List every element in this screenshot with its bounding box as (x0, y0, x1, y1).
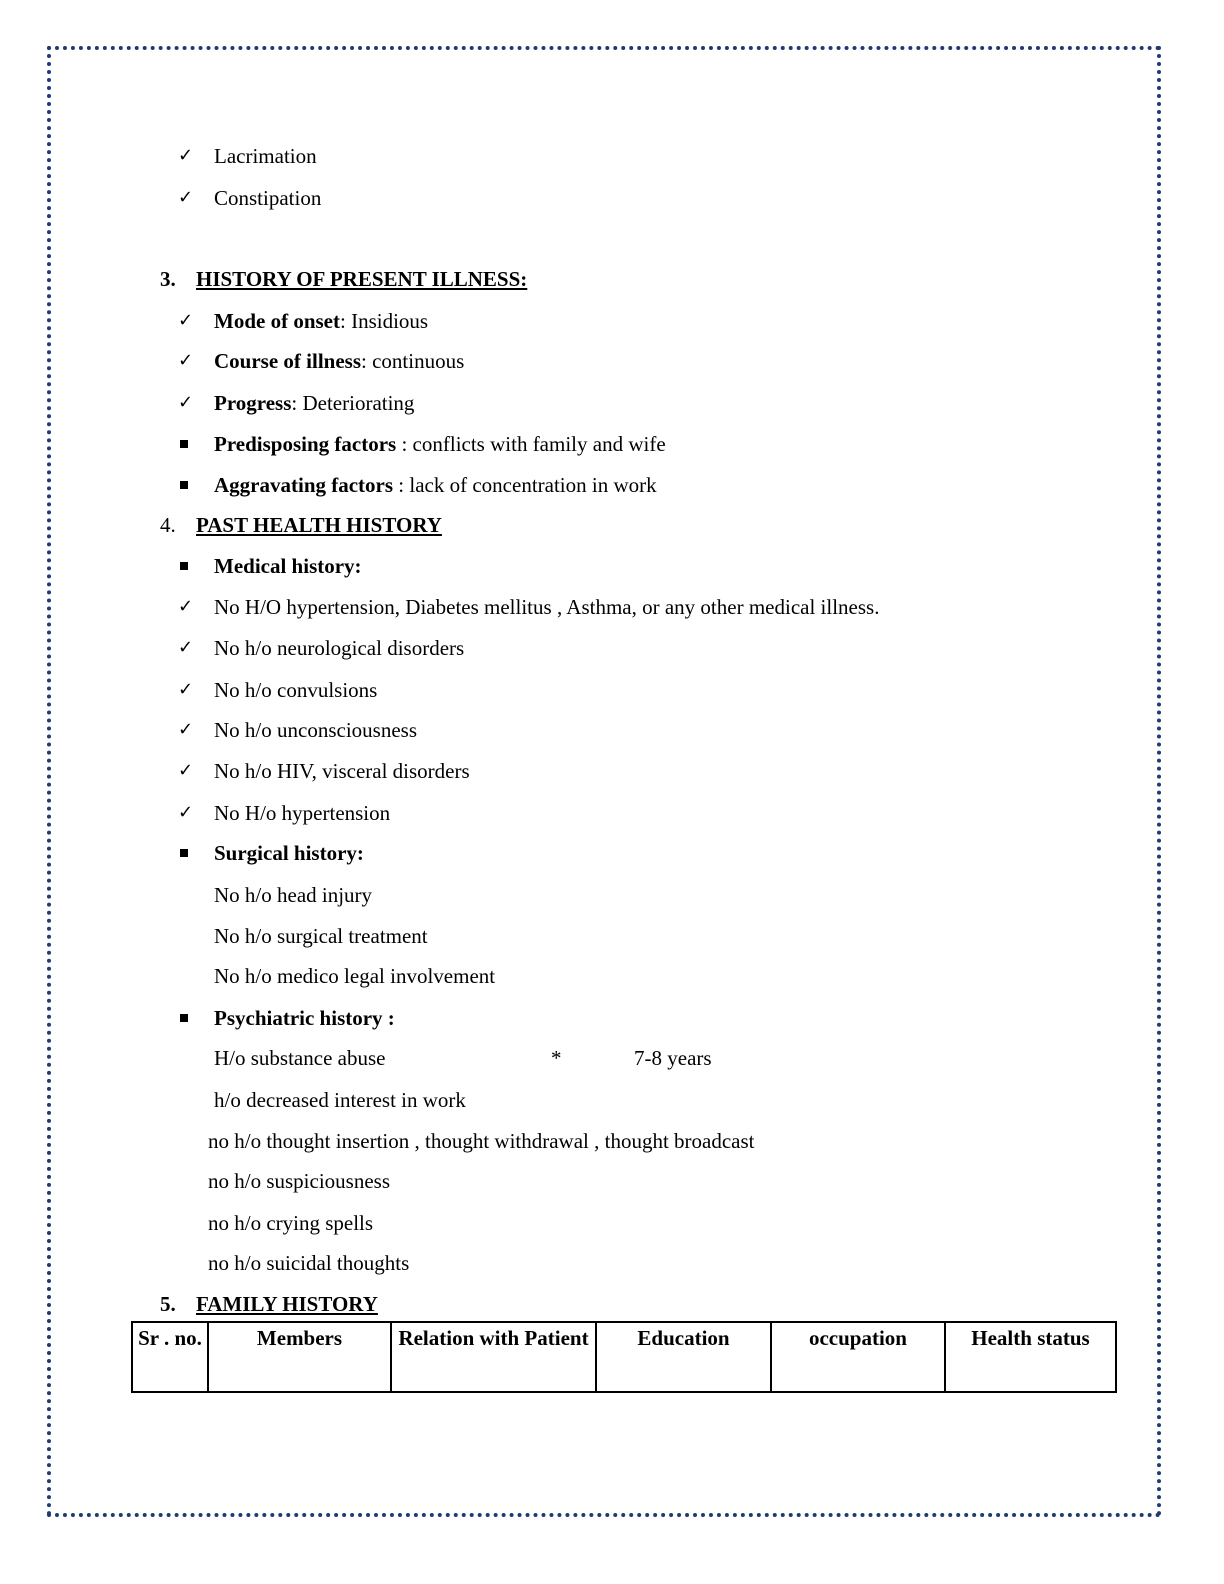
square-bullet-icon (180, 562, 188, 570)
column-header: Members (208, 1322, 391, 1392)
checkmark-icon: ✓ (178, 187, 194, 208)
section-title: HISTORY OF PRESENT ILLNESS: (196, 267, 528, 291)
checkmark-icon: ✓ (178, 350, 194, 371)
checkmark-icon: ✓ (178, 637, 194, 658)
checkmark-icon: ✓ (178, 145, 194, 166)
square-bullet-icon (180, 849, 188, 857)
column-header: Sr . no. (132, 1322, 208, 1392)
checkmark-icon: ✓ (178, 719, 194, 740)
checkmark-icon: ✓ (178, 679, 194, 700)
checkmark-icon: ✓ (178, 802, 194, 823)
family-history-table (131, 1321, 1117, 1393)
column-header: Health status (945, 1322, 1116, 1392)
section-title: FAMILY HISTORY (196, 1292, 378, 1316)
table-header-row (132, 1322, 1116, 1392)
square-bullet-icon (180, 1014, 188, 1022)
column-header: occupation (771, 1322, 945, 1392)
column-header: Education (596, 1322, 771, 1392)
column-header: Relation with Patient (391, 1322, 596, 1392)
square-bullet-icon (180, 481, 188, 489)
section-title: PAST HEALTH HISTORY (196, 513, 442, 537)
checkmark-icon: ✓ (178, 310, 194, 331)
checkmark-icon: ✓ (178, 596, 194, 617)
checkmark-icon: ✓ (178, 760, 194, 781)
square-bullet-icon (180, 440, 188, 448)
checkmark-icon: ✓ (178, 392, 194, 413)
